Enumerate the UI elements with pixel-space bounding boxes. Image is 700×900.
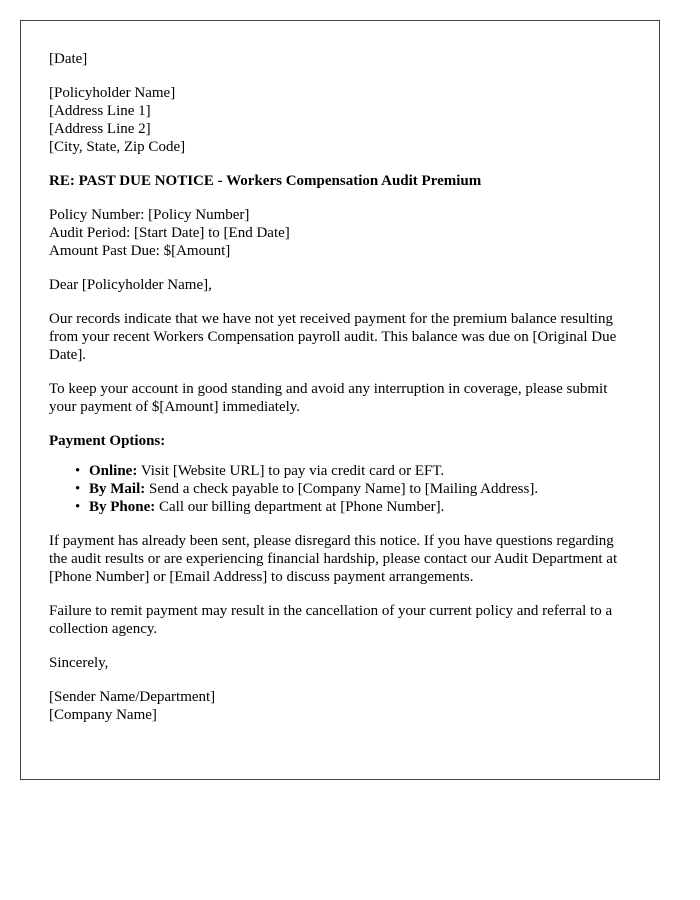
payment-options-heading: Payment Options: <box>49 433 166 449</box>
audit-period: Audit Period: [Start Date] to [End Date] <box>49 225 290 241</box>
paragraph-questions: If payment has already been sent, please disregard this notice. If you have questions regarding the audit results or are experiencing financial hardship, please contact our Audit Department at [Phone Number] or [Email Address] to discuss payment arrangements. <box>49 533 618 585</box>
recipient-name: [Policyholder Name] <box>49 85 176 101</box>
recipient-address-line-1: [Address Line 1] <box>49 103 151 119</box>
recipient-city-state-zip: [City, State, Zip Code] <box>49 139 186 155</box>
payment-options-list <box>49 462 631 516</box>
amount-past-due: Amount Past Due: $[Amount] <box>49 243 231 259</box>
subject-line: RE: PAST DUE NOTICE - Workers Compensation Audit Premium <box>49 173 482 189</box>
letter-page <box>20 20 660 780</box>
paragraph-request: To keep your account in good standing and avoid any interruption in coverage, please submit your payment of $[Amount] immediately. <box>49 381 608 415</box>
paragraph-consequences: Failure to remit payment may result in the cancellation of your current policy and referral to a collection agency. <box>49 603 613 637</box>
recipient-address <box>49 84 631 156</box>
recipient-address-line-2: [Address Line 2] <box>49 121 151 137</box>
payment-option-label: By Mail: <box>89 481 146 497</box>
sender-signature <box>49 688 631 724</box>
bullet-icon: • <box>75 481 81 497</box>
paragraph-overdue: Our records indicate that we have not yet received payment for the premium balance resulting from your recent Workers Compensation payroll audit. This balance was due on [Original Due Date]. <box>49 311 617 363</box>
letter-date: [Date] <box>49 51 88 67</box>
policy-number: Policy Number: [Policy Number] <box>49 207 250 223</box>
payment-option-mail <box>75 480 631 498</box>
closing: Sincerely, <box>49 655 109 671</box>
payment-option-label: By Phone: <box>89 499 156 515</box>
bullet-icon: • <box>75 499 81 515</box>
payment-option-phone <box>75 498 631 516</box>
payment-option-text: Send a check payable to [Company Name] to [Mailing Address]. <box>145 481 539 497</box>
bullet-icon: • <box>75 463 81 479</box>
payment-option-text: Call our billing department at [Phone Number]. <box>155 499 445 515</box>
policy-details <box>49 206 631 260</box>
payment-option-online <box>75 462 631 480</box>
sender-company: [Company Name] <box>49 707 157 723</box>
sender-name-department: [Sender Name/Department] <box>49 689 216 705</box>
payment-option-label: Online: <box>89 463 138 479</box>
payment-option-text: Visit [Website URL] to pay via credit card or EFT. <box>137 463 445 479</box>
salutation: Dear [Policyholder Name], <box>49 277 212 293</box>
